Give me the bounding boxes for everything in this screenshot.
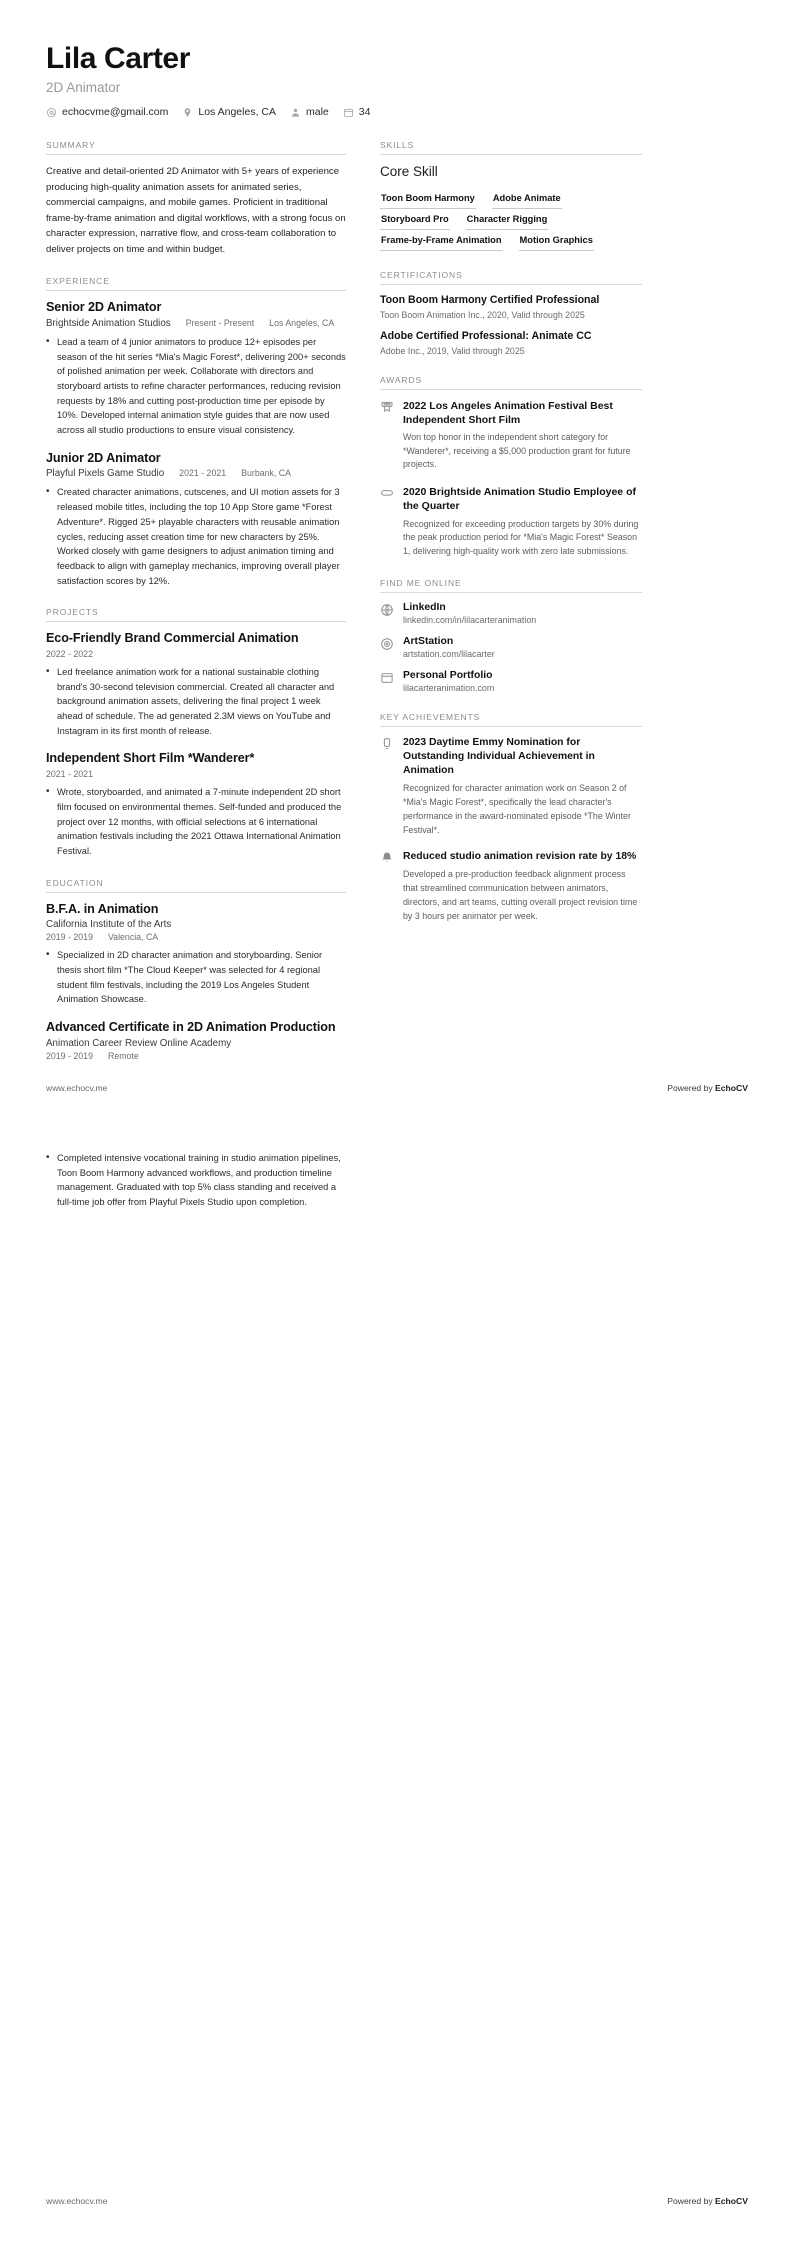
education-entry	[46, 1020, 346, 1061]
skill-tag-rows	[380, 188, 642, 251]
skill-tag-row	[380, 230, 642, 251]
experience-entry-bullets	[46, 485, 346, 588]
award-description: Won top honor in the independent short category for *Wanderer*, receiving a $5,000 production grant for future projects.	[403, 431, 631, 470]
skill-tag: Storyboard Pro	[380, 209, 450, 230]
skill-tag-row	[380, 188, 642, 209]
email-icon	[46, 107, 57, 118]
experience-entry-meta	[46, 468, 346, 479]
project-entry-bullets	[46, 785, 346, 858]
resume-columns	[46, 140, 748, 1080]
awards-divider	[380, 389, 642, 390]
key-achievements-label: KEY ACHIEVEMENTS	[380, 712, 481, 722]
education-section	[46, 878, 346, 1061]
person-icon	[290, 107, 301, 118]
education-section-label: EDUCATION	[46, 877, 104, 888]
skill-tag: Frame-by-Frame Animation	[380, 230, 503, 251]
experience-entry-dates: Present - Present	[185, 317, 255, 328]
online-link-name: Personal Portfolio	[403, 670, 493, 681]
page-title: Lila Carter	[46, 42, 190, 75]
education-entry	[46, 902, 346, 1007]
education-entry-meta	[46, 1051, 346, 1061]
certifications-divider	[380, 284, 642, 285]
education-continued-bullets	[46, 1151, 346, 1210]
calendar-icon	[343, 107, 354, 118]
key-achievements-divider	[380, 726, 642, 727]
certification-item	[380, 294, 642, 320]
left-column	[46, 140, 346, 1080]
certification-item	[380, 330, 642, 356]
projects-section	[46, 607, 346, 858]
award-title: 2020 Brightside Animation Studio Employee of the Quarter	[403, 486, 636, 513]
project-entry-title: Independent Short Film *Wanderer*	[46, 751, 255, 766]
summary-section-label: SUMMARY	[46, 140, 96, 150]
contact-location	[182, 106, 276, 118]
footer-site-url[interactable]: www.echocv.me	[46, 1083, 108, 1093]
footer-brand-name: EchoCV	[715, 1083, 748, 1093]
project-entry	[46, 631, 346, 738]
online-link-body	[403, 636, 495, 659]
summary-text: Creative and detail-oriented 2D Animator with 5+ years of experience producing high-quality animation assets for animated series, commercial campaigns, and mobile games. Proficient in traditional frame-by-frame animation and digital workflows, with a strong focus on character expression, narrative flow, and cross-team collaboration to deliver projects on time and within budget.	[46, 166, 346, 255]
achievement-description: Developed a pre-production feedback alignment process that streamlined communication between animators, directors, and art teams, cutting overall project revision time by 3 hours per animator per week.	[403, 869, 638, 921]
find-me-online-divider	[380, 592, 642, 593]
certifications-section	[380, 270, 642, 356]
list-item: • Wrote, storyboarded, and animated a 7-minute independent 2D short film focused on environmental themes. Self-funded and produced the project over 12 months, with official selections at 6 international animation festivals including the 2021 Ottawa International Animation Festival.	[46, 785, 346, 858]
education-entry-meta	[46, 932, 346, 942]
list-item: • Completed intensive vocational training in studio animation pipelines, Toon Boom Harmony advanced workflows, and production timeline management. Graduated with top 5% class standing and received a full-time job offer from Playful Pixels Studio upon completion.	[46, 1151, 346, 1210]
award-body	[403, 485, 642, 559]
globe-icon	[380, 603, 394, 617]
online-link-body	[403, 670, 494, 693]
skills-group-title: Core Skill	[380, 164, 438, 179]
achievement-item	[380, 736, 642, 837]
award-ribbon-icon	[380, 400, 394, 414]
skills-section	[380, 140, 642, 251]
online-link-body	[403, 602, 536, 625]
education-entry-bullets	[46, 948, 346, 1007]
experience-entry-title: Senior 2D Animator	[46, 300, 162, 315]
certification-issuer: Adobe Inc., 2019, Valid through 2025	[380, 345, 525, 356]
footer-powered-prefix: Powered by	[667, 1083, 716, 1093]
online-link-name: LinkedIn	[403, 602, 446, 613]
online-link-item[interactable]	[380, 670, 642, 693]
skill-tag: Motion Graphics	[519, 230, 594, 251]
experience-section	[46, 276, 346, 588]
trophy-icon	[380, 737, 394, 751]
award-body	[403, 399, 642, 473]
online-link-item[interactable]	[380, 636, 642, 659]
find-me-online-label: FIND ME ONLINE	[380, 578, 462, 588]
contact-email-text: echocvme@gmail.com	[62, 106, 169, 118]
certification-issuer: Toon Boom Animation Inc., 2020, Valid through 2025	[380, 309, 585, 320]
skill-tag: Toon Boom Harmony	[380, 188, 476, 209]
resume-header	[46, 42, 748, 118]
achievement-title: 2023 Daytime Emmy Nomination for Outstanding Individual Achievement in Animation	[403, 737, 595, 777]
awards-section-label: AWARDS	[380, 374, 423, 385]
find-me-online-section	[380, 578, 642, 693]
target-icon	[380, 637, 394, 651]
certifications-section-label: CERTIFICATIONS	[380, 270, 463, 280]
experience-entry-org: Playful Pixels Game Studio	[46, 468, 165, 480]
education-entry-location: Remote	[107, 1050, 139, 1061]
location-pin-icon	[182, 107, 193, 118]
skill-tag: Character Rigging	[466, 209, 549, 230]
summary-divider	[46, 154, 346, 155]
education-entry-title: Advanced Certificate in 2D Animation Production	[46, 1020, 336, 1035]
footer-powered-by	[667, 1083, 748, 1093]
contact-age	[343, 106, 371, 118]
online-link-item[interactable]	[380, 602, 642, 625]
education-entry-dates: 2019 - 2019	[46, 1050, 93, 1061]
achievement-item	[380, 850, 642, 923]
project-entry-meta	[46, 649, 346, 659]
key-achievements-section	[380, 712, 642, 924]
browser-window-icon	[380, 671, 394, 685]
achievement-body	[403, 736, 642, 837]
experience-entry-org: Brightside Animation Studios	[46, 317, 171, 329]
resume-sheet	[0, 0, 794, 1080]
project-entry-dates: 2022 - 2022	[46, 649, 93, 660]
experience-entry	[46, 300, 346, 438]
experience-entry-bullets	[46, 335, 346, 438]
education-entry-location: Valencia, CA	[107, 932, 159, 943]
award-item	[380, 399, 642, 473]
list-item: • Created character animations, cutscenes, and UI motion assets for 3 released mobile titles, including the top 10 App Store game *Forest Adventure*. Rigged 25+ playable characters with reusable animation cycles, reducing asset creation time for new characters by 25%. Worked closely with game designers to adjust animation timing and feedback to align with gameplay mechanics, improving overall player satisfaction scores by 12%.	[46, 485, 346, 588]
projects-section-label: PROJECTS	[46, 607, 99, 618]
award-description: Recognized for exceeding production targets by 30% during the peak production period for *Mia's Magic Forest* Season 1, delivering high-quality work with zero late submissions.	[403, 518, 639, 557]
skill-tag-row	[380, 209, 642, 230]
education-entry-org-row	[46, 919, 346, 930]
contact-gender-text: male	[306, 106, 329, 118]
project-entry	[46, 751, 346, 858]
online-link-name: ArtStation	[403, 636, 454, 647]
achievement-body	[403, 850, 642, 923]
experience-entry	[46, 451, 346, 589]
page-2-content	[46, 1145, 346, 1213]
experience-divider	[46, 290, 346, 291]
experience-entry-meta	[46, 318, 346, 329]
contact-email	[46, 106, 168, 118]
online-link-url[interactable]: linkedin.com/in/lilacarteranimation	[403, 615, 537, 625]
contact-location-text: Los Angeles, CA	[198, 106, 276, 118]
online-link-url[interactable]: artstation.com/lilacarter	[403, 649, 495, 659]
experience-entry-dates: 2021 - 2021	[179, 468, 227, 479]
footer-brand-name: EchoCV	[715, 2196, 748, 2206]
list-item: • Led freelance animation work for a national sustainable clothing brand's 30-second television commercial. Created all character and background animation assets, delivering the final project 1 week ahead of schedule. The ad generated 2.3M views on YouTube and Instagram in its first month of release.	[46, 665, 346, 738]
award-title: 2022 Los Angeles Animation Festival Best Independent Short Film	[403, 399, 613, 426]
badge-icon	[380, 486, 394, 500]
award-item	[380, 485, 642, 559]
skills-section-label: SKILLS	[380, 140, 415, 150]
education-entry-org-row	[46, 1038, 346, 1049]
list-item: • Specialized in 2D character animation and storyboarding. Senior thesis short film *The Cloud Keeper* was selected for 4 regional student film festivals, including the 2019 Los Angeles Student Animation Showcase.	[46, 948, 346, 1007]
certification-name: Adobe Certified Professional: Animate CC	[380, 329, 592, 342]
contact-row	[46, 106, 748, 118]
skills-divider	[380, 154, 642, 155]
footer-site-url[interactable]: www.echocv.me	[46, 2196, 108, 2206]
page-footer	[0, 1083, 794, 1093]
right-column	[380, 140, 642, 943]
awards-section	[380, 375, 642, 559]
education-entry-org: Animation Career Review Online Academy	[46, 1037, 232, 1049]
bell-icon	[380, 851, 394, 865]
achievement-description: Recognized for character animation work on Season 2 of *Mia's Magic Forest*, specifically the lead character's performance in the award-nominated episode *The Winter Festival*.	[403, 783, 631, 835]
education-entry-org: California Institute of the Arts	[46, 919, 172, 931]
project-entry-bullets	[46, 665, 346, 738]
education-entry-title: B.F.A. in Animation	[46, 901, 159, 916]
summary-section	[46, 140, 346, 257]
online-link-url[interactable]: lilacarteranimation.com	[403, 683, 495, 693]
education-divider	[46, 892, 346, 893]
skill-tag: Adobe Animate	[492, 188, 562, 209]
projects-divider	[46, 621, 346, 622]
job-role-subtitle: 2D Animator	[46, 80, 121, 95]
experience-entry-title: Junior 2D Animator	[46, 450, 161, 465]
footer-powered-by	[667, 2196, 748, 2206]
certification-name: Toon Boom Harmony Certified Professional	[380, 294, 600, 306]
education-entry-dates: 2019 - 2019	[46, 932, 93, 943]
list-item: • Lead a team of 4 junior animators to produce 12+ episodes per season of the hit series *Mia's Magic Forest*, delivering 200+ seconds of polished animation per week. Collaborate with directors and storyboard artists to refine character performances, reducing revision requests by 18% and cutting post-production time per episode by 10%. Developed internal animation style guides that are now used across all studio productions to ensure visual consistency.	[46, 335, 346, 438]
project-entry-title: Eco-Friendly Brand Commercial Animation	[46, 631, 299, 646]
page-footer	[0, 2196, 794, 2206]
project-entry-meta	[46, 769, 346, 779]
contact-age-text: 34	[358, 106, 371, 118]
achievement-title: Reduced studio animation revision rate by 18%	[403, 851, 637, 863]
contact-gender	[290, 106, 329, 118]
project-entry-dates: 2021 - 2021	[46, 769, 93, 780]
footer-powered-prefix: Powered by	[667, 2196, 716, 2206]
experience-entry-location: Los Angeles, CA	[269, 317, 335, 328]
experience-section-label: EXPERIENCE	[46, 276, 110, 287]
experience-entry-location: Burbank, CA	[241, 468, 292, 479]
